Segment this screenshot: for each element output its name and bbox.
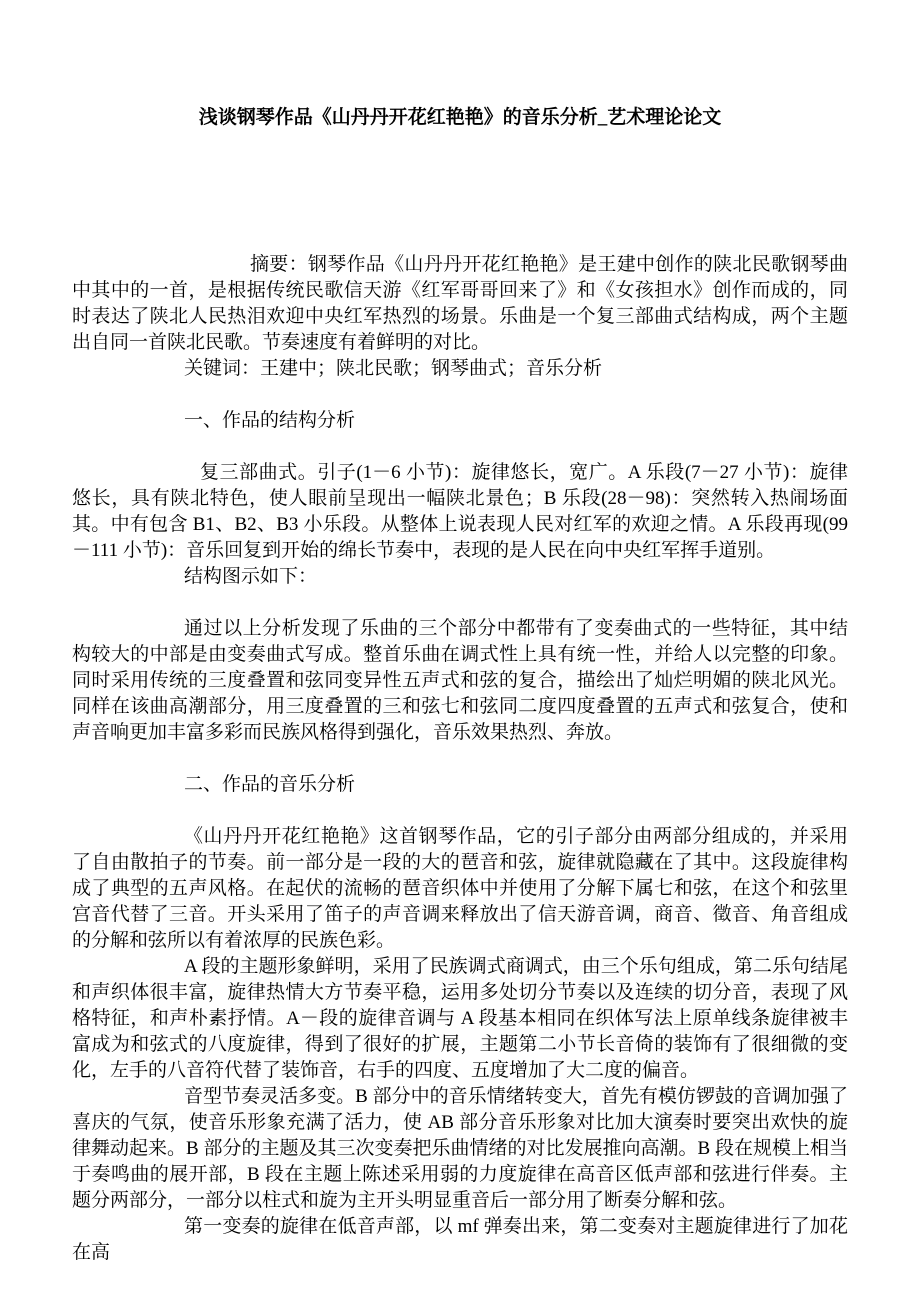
section-2-paragraph-3: 音型节奏灵活多变。B 部分中的音乐情绪转变大，首先有模仿锣鼓的音调加强了喜庆的气氛，使音乐形象充满了活力，使 AB 部分音乐形象对比加大演奏时要突出欢快的旋律舞动起来。B 部分的主题及其三次变奏把乐曲情绪的对比发展推向高潮。B 段在规模上相当于奏鸣曲的展开部，B 段在主题上陈述采用弱的力度旋律在高音区低声部和弦进行伴奏。主题分两部分，一部分以柱式和旋为主开头明显重音后一部分用了断奏分解和弦。 [72,1086,848,1211]
section-2-paragraph-4: 第一变奏的旋律在低音声部，以 mf 弹奏出来，第二变奏对主题旋律进行了加花在高 [72,1216,848,1263]
section-2-paragraph-2: A 段的主题形象鲜明，采用了民族调式商调式，由三个乐句组成，第二乐句结尾和声织体很丰富，旋律热情大方节奏平稳，运用多处切分节奏以及连续的切分音，表现了风格特征，和声朴素抒情。A－段的旋律音调与 A 段基本相同在织体写法上原单线条旋律被丰富成为和弦式的八度旋律，得到了很好的扩展，主题第二小节长音倚的装饰有了很细微的变化，左手的八音符代替了装饰音，右手的四度、五度增加了大二度的偏音。 [72,956,848,1081]
section-1-paragraph-2: 结构图示如下： [184,566,318,587]
keywords-line: 关键词：王建中；陕北民歌；钢琴曲式；音乐分析 [184,358,603,379]
document-title: 浅谈钢琴作品《山丹丹开花红艳艳》的音乐分析_艺术理论论文 [198,107,722,128]
section-1-heading: 一、作品的结构分析 [184,410,356,431]
section-2-heading: 二、作品的音乐分析 [184,774,356,795]
section-1-paragraph-1: 复三部曲式。引子(1－6 小节)：旋律悠长，宽广。A 乐段(7－27 小节)：旋律悠长，具有陕北特色，使人眼前呈现出一幅陕北景色；B 乐段(28－98)：突然转入热闹场面其。中有包含 B1、B2、B3 小乐段。从整体上说表现人民对红军的欢迎之情。A 乐段再现(99－111 小节)：音乐回复到开始的绵长节奏中，表现的是人民在向中央红军挥手道别。 [72,462,848,561]
section-2-paragraph-1: 《山丹丹开花红艳艳》这首钢琴作品，它的引子部分由两部分组成的，并采用了自由散拍子的节奏。前一部分是一段的大的琶音和弦，旋律就隐藏在了其中。这段旋律构成了典型的五声风格。在起伏的流畅的琶音织体中并使用了分解下属七和弦，在这个和弦里宫音代替了三音。开头采用了笛子的声音调来释放出了信天游音调，商音、徵音、角音组成的分解和弦所以有着浓厚的民族色彩。 [72,826,848,951]
section-1-paragraph-3: 通过以上分析发现了乐曲的三个部分中都带有了变奏曲式的一些特征，其中结构较大的中部是由变奏曲式写成。整首乐曲在调式性上具有统一性，并给人以完整的印象。同时采用传统的三度叠置和弦同变异性五声式和弦的复合，描绘出了灿烂明媚的陕北风光。同样在该曲高潮部分，用三度叠置的三和弦七和弦同二度四度叠置的五声式和弦复合，使和声音响更加丰富多彩而民族风格得到强化，音乐效果热烈、奔放。 [72,618,848,743]
abstract-paragraph: 摘要：钢琴作品《山丹丹开花红艳艳》是王建中创作的陕北民歌钢琴曲中其中的一首，是根据传统民歌信天游《红军哥哥回来了》和《女孩担水》创作而成的，同时表达了陕北人民热泪欢迎中央红军热烈的场景。乐曲是一个复三部曲式结构成，两个主题出自同一首陕北民歌。节奏速度有着鲜明的对比。 [72,254,848,353]
